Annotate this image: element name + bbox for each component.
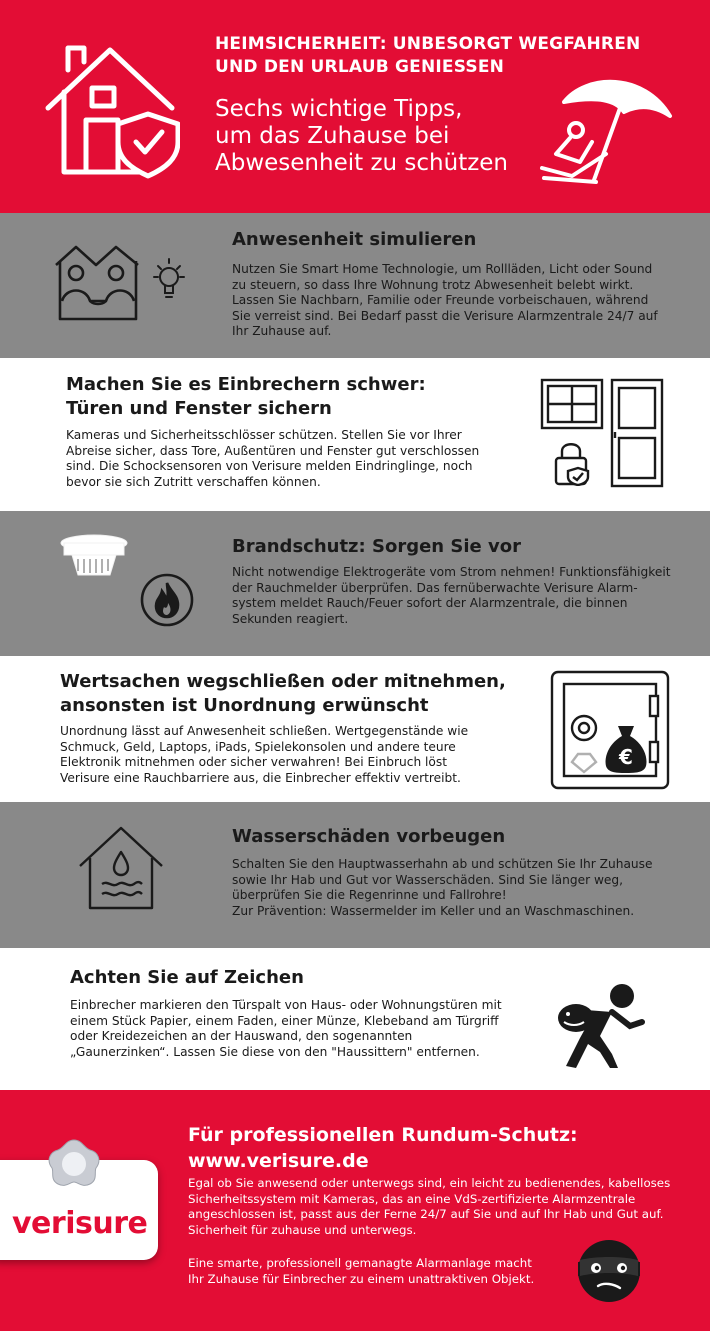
footer-headline-line2: www.verisure.de [188,1150,369,1172]
tip-text-line: system meldet Rauch/Feuer sofort der Alarmzentrale, die binnen [232,596,628,611]
lightbulb-icon [150,257,188,301]
logo-wordmark: verisure [12,1206,148,1241]
tip-text-line: oder Kreidezeichen an der Hauswand, den sogenannten [70,1029,413,1044]
svg-text:€: € [619,745,633,769]
tip-text-line: bevor sie sich Zutritt verschaffen können. [66,474,321,489]
tip-text-line: Lassen Sie Nachbarn, Familie oder Freunde vorbeischauen, während [232,293,649,308]
footer-banner [0,1090,710,1331]
tip-water-damage [0,802,710,948]
fire-icon [140,573,194,627]
tip-valuables [0,656,710,802]
tip-text-line: Nicht notwendige Elektrogeräte vom Strom nehmen! Funktionsfähigkeit [232,565,671,579]
water-house-icon [78,826,164,910]
header-subhead-line1: Sechs wichtige Tipps, [215,96,463,122]
footer-text-line: Ihr Zuhause für Einbrecher zu einem unattraktiven Objekt. [188,1271,535,1286]
tip-text-line: Einbrecher markieren den Türspalt von Haus- oder Wohnungstüren mit [70,998,502,1012]
tip-text-line: Abreise sicher, dass Tore, Außentüren und Fenster gut verschlossen [66,443,480,458]
window-icon [540,378,604,430]
tip-title: Achten Sie auf Zeichen [70,967,304,988]
tip-text-line: „Gaunerzinken“. Lassen Sie diese von den "Haussittern" entfernen. [70,1044,480,1059]
header-banner [0,0,710,213]
tip-fire-protection [0,511,710,656]
header-headline-line1: HEIMSICHERHEIT: UNBESORGT WEGFAHREN [215,34,641,54]
tip-text-line: Zur Prävention: Wassermelder im Keller und an Waschmaschinen. [232,903,635,918]
tip-title-line2: Türen und Fenster sichern [66,398,332,419]
beach-umbrella-icon [536,72,676,184]
header-subhead-line2: um das Zuhause bei [215,123,450,149]
verisure-logo-icon [46,1138,102,1190]
header-headline-line2: UND DEN URLAUB GENIESSEN [215,57,505,77]
burglar-icon [556,982,648,1070]
tip-title: Brandschutz: Sorgen Sie vor [232,536,521,557]
tip-text-line: Kameras und Sicherheitsschlösser schützen. Stellen Sie vor Ihrer [66,428,462,442]
smart-home-people-icon [54,243,142,323]
tip-text-line: überprüfen Sie die Regenrinne und Fallrohre! [232,888,507,903]
tip-text-line: Ihr Zuhause auf. [232,324,332,339]
footer-text-line: Eine smarte, professionell gemanagte Alarmanlage macht [188,1256,532,1270]
tip-text-line: Nutzen Sie Smart Home Technologie, um Rollläden, Licht oder Sound [232,262,653,276]
tip-text-line: sind. Die Schocksensoren von Verisure melden Eindringlinge, noch [66,459,473,474]
door-icon [610,378,664,488]
footer-text-line: Sicherheitssystem mit Kameras, das an eine VdS-zertifizierte Alarmzentrale [188,1191,636,1206]
footer-headline-line1: Für professionellen Rundum-Schutz: [188,1124,578,1146]
footer-text-line: Egal ob Sie anwesend oder unterwegs sind, ein leicht zu bedienendes, kabelloses [188,1176,671,1190]
tip-burglar-signs [0,948,710,1090]
tip-text-line: Schmuck, Geld, Laptops, iPads, Spielekonsolen und andere teure [60,739,456,754]
tip-text-line: der Rauchmelder überprüfen. Das fernüberwachte Verisure Alarm- [232,580,638,595]
tip-title: Anwesenheit simulieren [232,229,477,250]
tip-text-line: Elektronik mitnehmen oder sicher verwahren! Bei Einbruch löst [60,755,448,770]
smoke-detector-icon [60,533,128,579]
tip-presence-simulation [0,213,710,358]
tip-text-line: Unordnung lässt auf Anwesenheit schließen. Wertgegenstände wie [60,724,469,738]
tip-text-line: Sie verreist sind. Bei Bedarf passt die Verisure Alarmzentrale 24/7 auf [232,308,658,323]
tip-doors-windows [0,358,710,511]
tip-title-line1: Wertsachen wegschließen oder mitnehmen, [60,671,506,692]
tip-title: Wasserschäden vorbeugen [232,826,506,847]
footer-text-line: angeschlossen ist, passt aus der Ferne 24/7 auf Sie und auf Ihr Hab und Gut auf. [188,1207,664,1222]
tip-text-line: Schalten Sie den Hauptwasserhahn ab und schützen Sie Ihr Zuhause [232,857,653,871]
logo-card [0,1160,158,1260]
header-subhead-line3: Abwesenheit zu schützen [215,150,509,176]
money-bag-icon [604,722,648,774]
tip-title-line2: ansonsten ist Unordnung erwünscht [60,695,429,716]
tip-text-line: Sekunden reagiert. [232,611,349,626]
tip-text-line: zu steuern, so dass Ihre Wohnung trotz Abwesenheit belebt wirkt. [232,277,634,292]
padlock-icon [552,440,592,486]
masked-face-icon [576,1238,642,1304]
tip-title-line1: Machen Sie es Einbrechern schwer: [66,374,426,395]
tip-text-line: sowie Ihr Hab und Gut vor Wasserschäden. Sind Sie länger weg, [232,872,624,887]
tip-text-line: einem Stück Papier, einem Faden, einer Münze, Klebeband am Türgriff [70,1013,499,1028]
footer-text-line: Sicherheit für zuhause und unterwegs. [188,1222,417,1237]
house-shield-icon [44,40,180,180]
tip-text-line: Verisure eine Rauchbarriere aus, die Einbrecher effektiv vertreibt. [60,770,461,785]
